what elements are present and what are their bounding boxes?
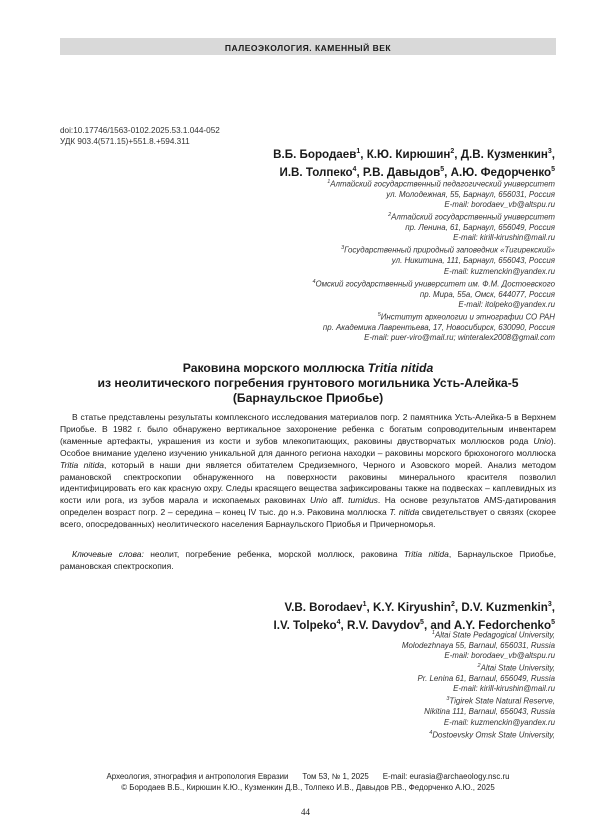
affiliation-email[interactable]: E-mail: puer-viro@mail.ru; winteralex2008@gmail.com bbox=[364, 332, 555, 342]
abstract-italic: Unio bbox=[533, 435, 551, 446]
affiliations-ru bbox=[312, 177, 555, 343]
affiliation-org: Омский государственный университет им. Ф.М. Достоевского bbox=[315, 279, 555, 289]
author-sup: 4 bbox=[352, 165, 357, 173]
author-sup: 2 bbox=[450, 601, 455, 608]
keywords-italic: Tritia nitida bbox=[403, 549, 449, 559]
udk: УДК 903.4(571.15)+551.8.+594.311 bbox=[60, 137, 190, 146]
abstract-italic: T. nitida bbox=[389, 507, 420, 518]
author-name: В.Б. Бородаев bbox=[273, 147, 357, 161]
affiliation bbox=[312, 243, 555, 276]
affiliation-org: Государственный природный заповедник «Тигирекский» bbox=[344, 246, 555, 256]
affiliation-address: пр. Ленина, 61, Барнаул, 656049, Россия bbox=[405, 223, 555, 233]
footer-journal-row bbox=[60, 772, 556, 783]
author-name: А.Ю. Федорченко bbox=[450, 165, 552, 179]
authors-ru bbox=[273, 144, 555, 180]
author-name: И.В. Толпеко bbox=[279, 165, 353, 179]
author-sep: , bbox=[454, 147, 461, 161]
affiliation-email[interactable]: E-mail: borodaev_vb@altspu.ru bbox=[444, 651, 555, 661]
affiliation-org: Алтайский государственный педагогический университет bbox=[330, 179, 555, 189]
footer-copyright: © Бородаев В.Б., Кирюшин К.Ю., Кузменкин Д.В., Толпеко И.В., Давыдов Р.В., Федорченко А.Ю., 2025 bbox=[121, 782, 495, 792]
author-name: Р.В. Давыдов bbox=[362, 165, 441, 179]
affiliation-sup: 3 bbox=[341, 245, 345, 252]
author-sep: , bbox=[444, 165, 451, 179]
footer-email[interactable]: E-mail: eurasia@archaeology.nsc.ru bbox=[382, 772, 510, 781]
author-name: К.Ю. Кирюшин bbox=[366, 147, 451, 161]
affiliation-email[interactable]: E-mail: kuzmenckin@yandex.ru bbox=[443, 266, 555, 276]
keywords-text: неолит, погребение ребенка, морской моллюск, раковина bbox=[143, 549, 404, 559]
page-footer bbox=[60, 772, 556, 793]
author-sup: 3 bbox=[547, 601, 552, 608]
author-sep: , bbox=[360, 147, 367, 161]
affiliation bbox=[312, 177, 555, 210]
affiliation-address: пр. Академика Лаврентьева, 17, Новосибирск, 630090, Россия bbox=[322, 322, 555, 332]
affiliation-org: Институт археологии и этнографии СО РАН bbox=[380, 312, 555, 322]
affiliation bbox=[312, 310, 555, 343]
affiliation-email[interactable]: E-mail: kuzmenckin@yandex.ru bbox=[443, 717, 555, 727]
author-sep: , bbox=[551, 147, 555, 161]
article-meta bbox=[60, 125, 220, 147]
affiliation-address: Nikitina 111, Barnaul, 656043, Russia bbox=[424, 707, 555, 717]
affiliation-sup: 4 bbox=[312, 278, 316, 285]
affiliation-sup: 2 bbox=[477, 663, 481, 670]
abstract-text: . На основе результатов AMS-датирования определен возраст погр. 2 – середина – конец IV тыс. до н.э. Раковина моллюска bbox=[60, 495, 556, 518]
article-title bbox=[60, 361, 556, 405]
author-sup: 5 bbox=[440, 165, 445, 173]
author-name: V.B. Borodaev bbox=[284, 600, 363, 614]
abstract-italic: Tritia nitida bbox=[60, 459, 104, 470]
title-text: Раковина морского моллюска bbox=[182, 361, 368, 375]
author-sup: 3 bbox=[547, 148, 552, 155]
abstract-text: aff. bbox=[327, 495, 349, 506]
affiliation bbox=[402, 661, 555, 694]
title-species: Tritia nitida bbox=[367, 361, 434, 375]
author-sep: , bbox=[366, 600, 373, 614]
keywords bbox=[60, 549, 556, 573]
section-header-bar bbox=[60, 38, 556, 55]
author-name: R.V. Davydov bbox=[347, 618, 421, 632]
title-line3: (Барнаульское Приобье) bbox=[232, 390, 384, 405]
author-sep: , bbox=[454, 600, 462, 614]
abstract-text: ). Особое внимание уделено изучению уникальной для данного региона находки – раковины морского брюхоногого моллюска bbox=[60, 435, 556, 458]
author-name: K.Y. Kiryushin bbox=[373, 600, 451, 614]
affiliation-email[interactable]: E-mail: kirill-kirushin@mail.ru bbox=[453, 684, 555, 694]
author-sup: 5 bbox=[551, 618, 555, 626]
abstract-text: В статье представлены результаты комплексного исследования материалов погр. 2 памятника Усть-Алейка-5 в Верхнем Приобье. В 1982 г. было обнаружено вертикальное захоронение ребенка с богатым сопроводительным инвентарем (каменные артефакты, украшения из кости и зубов млекопитающих, раковины двустворчатых моллюсков рода bbox=[60, 412, 556, 446]
doi[interactable]: doi:10.17746/1563-0102.2025.53.1.044-052 bbox=[60, 126, 220, 135]
author-sep: , bbox=[356, 165, 363, 179]
affiliation-sup: 2 bbox=[388, 212, 392, 219]
affiliation-address: ул. Никитина, 111, Барнаул, 656043, Россия bbox=[391, 256, 555, 266]
abstract bbox=[60, 412, 556, 531]
author-name: A.Y. Fedorchenko bbox=[453, 618, 552, 632]
affiliation-email[interactable]: E-mail: kirill-kirushin@mail.ru bbox=[453, 233, 555, 243]
author-name: Д.В. Кузменкин bbox=[460, 147, 548, 161]
abstract-text: свидетельствует о связях (скорее всего, опосредованных) неолитического населения Барнаульского Приобья и Причерноморья. bbox=[60, 507, 556, 530]
keywords-text: , Барнаульское Приобье, рамановская спектроскопия. bbox=[60, 549, 556, 571]
keywords-label: Ключевые слова: bbox=[72, 549, 144, 559]
affiliation-address: Pr. Lenina 61, Barnaul, 656049, Russia bbox=[417, 674, 555, 684]
author-sup: 2 bbox=[450, 148, 455, 155]
author-sep: , bbox=[340, 618, 347, 632]
author-sup: 5 bbox=[420, 618, 424, 626]
affiliation-address: пр. Мира, 55а, Омск, 644077, Россия bbox=[419, 289, 555, 299]
affiliation-address: ул. Молодежная, 55, Барнаул, 656031, Россия bbox=[386, 189, 555, 199]
affiliation bbox=[402, 728, 555, 741]
affiliation-email[interactable]: E-mail: itolpeko@yandex.ru bbox=[458, 299, 555, 309]
author-sup: 5 bbox=[551, 165, 555, 173]
affiliation-sup: 5 bbox=[377, 311, 381, 318]
footer-volume: Том 53, № 1, 2025 bbox=[302, 772, 369, 781]
title-line2: из неолитического погребения грунтового могильника Усть-Алейка-5 bbox=[97, 375, 519, 390]
abstract-paragraph bbox=[60, 412, 556, 531]
affiliation-address: Molodezhnaya 55, Barnaul, 656031, Russia bbox=[401, 640, 555, 650]
affiliation-sup: 1 bbox=[327, 179, 331, 185]
affiliation bbox=[402, 628, 555, 661]
affiliations-en bbox=[402, 628, 555, 741]
author-name: I.V. Tolpeko bbox=[273, 618, 337, 632]
affiliation bbox=[402, 694, 555, 727]
author-name: D.V. Kuzmenkin bbox=[461, 600, 548, 614]
author-sup: 4 bbox=[336, 618, 341, 626]
affiliation-sup: 1 bbox=[431, 630, 435, 636]
author-sup: 1 bbox=[362, 601, 367, 608]
page-number: 44 bbox=[301, 807, 310, 817]
affiliation-org: Altai State University, bbox=[480, 663, 555, 673]
affiliation-org: Алтайский государственный университет bbox=[391, 212, 555, 222]
affiliation bbox=[312, 210, 555, 243]
abstract-text: , который в наши дни является обитателем Средиземного, Черного и Азовского морей. Анализ методом рамановской спектроскопии обнаруженного на поверхности раковины минерального красителя позволил идентифицировать его как красную охру. Следы красящего вещества зафиксированы также на подвесках – каплевидных из кости или рога, из зубов марала и ископаемых раковинах bbox=[60, 459, 556, 506]
abstract-italic: tumidus bbox=[348, 495, 378, 506]
author-sep: , bbox=[551, 600, 555, 614]
authors-ru-line1 bbox=[273, 144, 555, 162]
affiliation-org: Tigirek State Natural Reserve, bbox=[449, 697, 555, 707]
abstract-italic: Unio bbox=[310, 495, 328, 506]
section-header: ПАЛЕОЭКОЛОГИЯ. КАМЕННЫЙ ВЕК bbox=[224, 43, 392, 53]
footer-journal: Археология, этнография и антропология Евразии bbox=[106, 772, 289, 781]
keywords-paragraph bbox=[60, 549, 556, 573]
affiliation-org: Altai State Pedagogical University, bbox=[434, 630, 555, 640]
affiliation-email[interactable]: E-mail: borodaev_vb@altspu.ru bbox=[444, 200, 555, 210]
author-sep: , and bbox=[423, 618, 454, 632]
affiliation-org: Dostoevsky Omsk State University, bbox=[432, 730, 555, 740]
author-sup: 1 bbox=[356, 148, 361, 155]
authors-en-line1 bbox=[274, 597, 556, 615]
affiliation-sup: 3 bbox=[446, 696, 450, 703]
affiliation-sup: 4 bbox=[429, 729, 433, 736]
affiliation bbox=[312, 277, 555, 310]
